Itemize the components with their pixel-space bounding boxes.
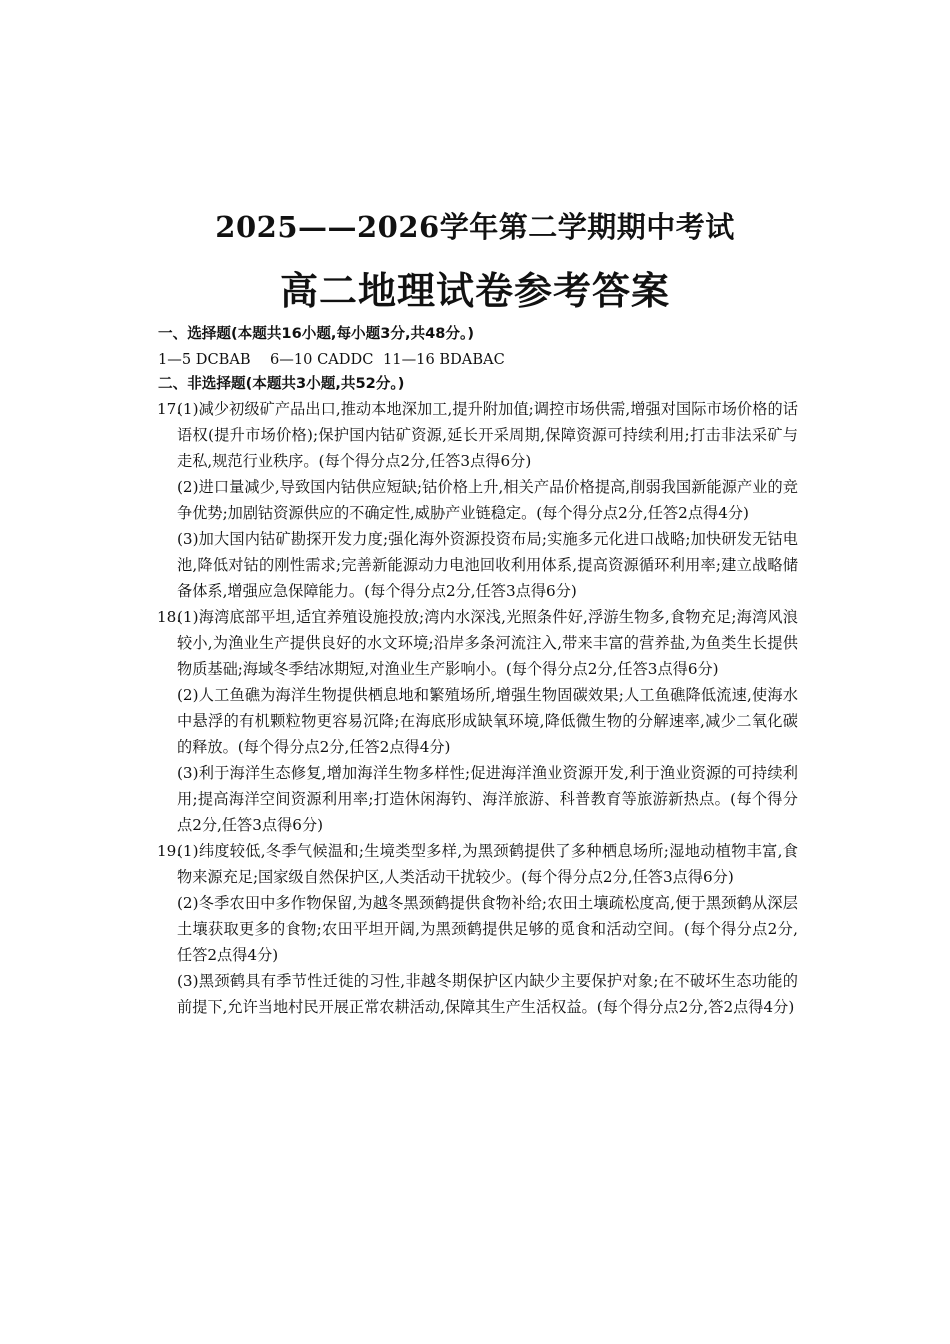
- answer-part: (3)加大国内钴矿勘探开发力度;强化海外资源投资布局;实施多元化进口战略;加快研发无钴电池,降低对钴的刚性需求;完善新能源动力电池回收利用体系,提高资源循环利用率;建立战略储备体系,增强应急保障能力。(每个得分点2分,任答3点得6分): [177, 530, 798, 600]
- question-number: 18.: [157, 608, 182, 626]
- choice-answer-group: 11—16 BDABAC: [383, 351, 505, 368]
- section-heading-nonchoice: 二、非选择题(本题共3小题,共52分。): [158, 375, 405, 392]
- answer-part: (1)纬度较低,冬季气候温和;生境类型多样,为黑颈鹤提供了多种栖息场所;湿地动植物丰富,食物来源充足;国家级自然保护区,人类活动干扰较少。(每个得分点2分,任答3点得6分): [177, 842, 798, 886]
- question-19: [158, 838, 798, 1020]
- answer-part: (3)利于海洋生态修复,增加海洋生物多样性;促进海洋渔业资源开发,利于渔业资源的可持续利用;提高海洋空间资源利用率;打造休闲海钓、海洋旅游、科普教育等旅游新热点。(每个得分点2分,任答3点得6分): [177, 764, 798, 834]
- question-17: [158, 396, 798, 604]
- question-18: [158, 604, 798, 838]
- exam-title: 2025——2026学年第二学期期中考试: [215, 210, 735, 244]
- answer-content: [158, 322, 798, 1020]
- question-number: 19.: [157, 842, 182, 860]
- answer-part: (2)冬季农田中多作物保留,为越冬黑颈鹤提供食物补给;农田土壤疏松度高,便于黑颈鹤从深层土壤获取更多的食物;农田平坦开阔,为黑颈鹤提供足够的觅食和活动空间。(每个得分点2分,任答2点得4分): [177, 894, 798, 964]
- answer-part: (2)人工鱼礁为海洋生物提供栖息地和繁殖场所,增强生物固碳效果;人工鱼礁降低流速,使海水中悬浮的有机颗粒物更容易沉降;在海底形成缺氧环境,降低微生物的分解速率,减少二氧化碳的释放。(每个得分点2分,任答2点得4分): [177, 686, 798, 756]
- document-title: 高二地理试卷参考答案: [279, 268, 670, 313]
- answer-part: (2)进口量减少,导致国内钴供应短缺;钴价格上升,相关产品价格提高,削弱我国新能源产业的竞争优势;加剧钴资源供应的不确定性,威胁产业链稳定。(每个得分点2分,任答2点得4分): [177, 478, 798, 522]
- choice-answer-group: 6—10 CADDC: [270, 351, 374, 368]
- answer-part: (1)海湾底部平坦,适宜养殖设施投放;湾内水深浅,光照条件好,浮游生物多,食物充足;海湾风浪较小,为渔业生产提供良好的水文环境;沿岸多条河流注入,带来丰富的营养盐,为鱼类生长提供物质基础;海域冬季结冰期短,对渔业生产影响小。(每个得分点2分,任答3点得6分): [177, 608, 798, 678]
- section-heading-choice: 一、选择题(本题共16小题,每小题3分,共48分。): [158, 325, 474, 342]
- choice-answers-row: [158, 346, 798, 372]
- answer-part: (1)减少初级矿产品出口,推动本地深加工,提升附加值;调控市场供需,增强对国际市场价格的话语权(提升市场价格);保护国内钴矿资源,延长开采周期,保障资源可持续利用;打击非法采矿与走私,规范行业秩序。(每个得分点2分,任答3点得6分): [177, 400, 798, 470]
- choice-answer-group: 1—5 DCBAB: [158, 351, 251, 368]
- question-number: 17.: [157, 400, 182, 418]
- answer-part: (3)黑颈鹤具有季节性迁徙的习性,非越冬期保护区内缺少主要保护对象;在不破坏生态功能的前提下,允许当地村民开展正常农耕活动,保障其生产生活权益。(每个得分点2分,答2点得4分): [177, 972, 798, 1016]
